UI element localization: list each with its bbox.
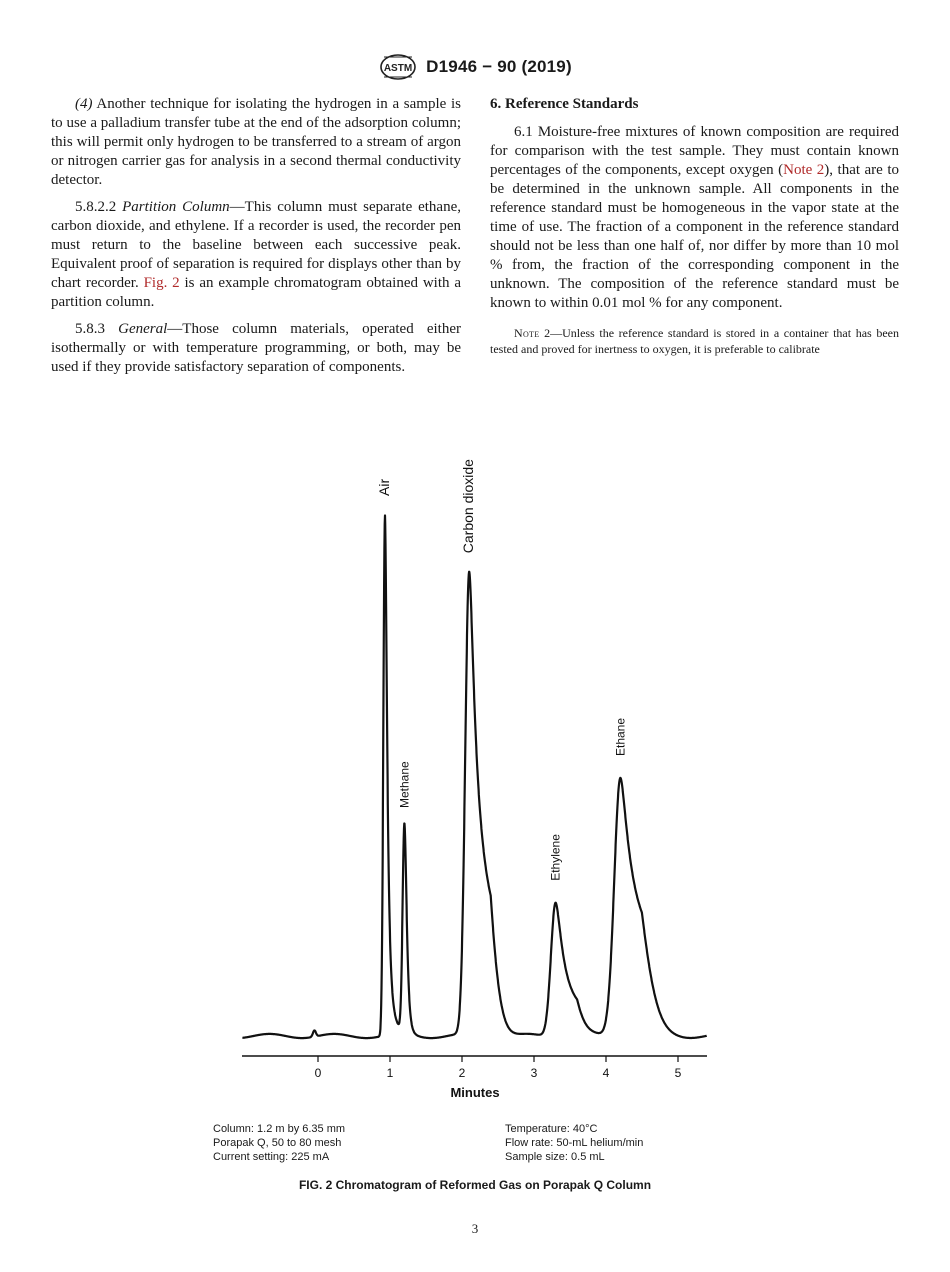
condition-packing: Porapak Q, 50 to 80 mesh <box>213 1137 342 1149</box>
note-text: 2—Unless the reference standard is stored in a container that has been tested and proved for inertness to oxygen, it is preferable to calibrate <box>490 326 899 356</box>
condition-column: Column: 1.2 m by 6.35 mm <box>213 1123 346 1135</box>
x-tick-label-0: 0 <box>314 1066 322 1080</box>
chromatogram-trace <box>242 516 706 1039</box>
peak-label-methane: Methane <box>397 761 412 808</box>
right-column <box>490 95 899 365</box>
peak-labels <box>376 459 627 881</box>
paragraph-text: —Those column materials, operated either isothermally or with temperature programming, or both, may be used if they provide satisfactory separation of components. <box>51 321 461 375</box>
condition-sample-size: Sample size: 0.5 mL <box>505 1151 605 1163</box>
fig-2-link[interactable]: Fig. 2 <box>143 275 180 291</box>
standard-designation: D1946 − 90 (2019) <box>426 57 572 76</box>
x-tick-label-1: 1 <box>386 1066 394 1080</box>
x-tick-label-2: 2 <box>458 1066 466 1080</box>
condition-temperature: Temperature: 40°C <box>505 1123 598 1135</box>
peak-label-air: Air <box>375 478 392 496</box>
section-number: 5.8.2.2 <box>75 199 123 215</box>
section-title: General <box>118 321 168 337</box>
x-tick-label-3: 3 <box>530 1066 538 1080</box>
condition-current: Current setting: 225 mA <box>213 1151 330 1163</box>
x-axis-ticks <box>315 1056 682 1080</box>
chromatogram-chart <box>200 430 740 1110</box>
peak-label-ethylene: Ethylene <box>548 834 563 881</box>
note-2-link[interactable]: Note 2 <box>783 162 825 178</box>
page-header <box>0 52 950 82</box>
section-number: 5.8.3 <box>75 321 119 337</box>
x-tick-label-5: 5 <box>674 1066 682 1080</box>
astm-logo-icon <box>378 53 418 81</box>
paragraph-text: ), that are to be determined in the unknown sample. All components in the reference standard must be homogeneous in the vapor state at the time of use. The fraction of a component in the reference standard should not be less than one half of, nor differ by more than 10 mol % from, the fraction of the corresponding component in the unknown. The composition of the reference standard must be known to within 0.01 mol % for any component. <box>490 162 899 311</box>
conditions-right <box>505 1122 643 1164</box>
peak-label-ethane: Ethane <box>613 717 628 756</box>
section-title: Partition Column <box>122 199 230 215</box>
paragraph-text: Another technique for isolating the hydrogen in a sample is to use a palladium transfer tube at the end of the adsorption column; this will permit only hydrogen to be transferred to a stream of argon or nitrogen carrier gas for analysis in a second thermal conductivity detector. <box>51 96 461 188</box>
section-heading-reference-standards: 6. Reference Standards <box>490 96 639 112</box>
paragraph-text: —This column must separate ethane, carbon dioxide, and ethylene. If a recorder is used, the recorder pen must return to the baseline between each successive peak. Equivalent proof of separation is required for displays other than by chart recorder. <box>51 199 461 291</box>
paragraph-text: 6.1 Moisture-free mixtures of known composition are required for comparison with the test sample. They must contain known percentages of the components, except oxygen ( <box>490 124 899 178</box>
peak-label-carbon-dioxide: Carbon dioxide <box>460 459 477 554</box>
conditions-left <box>213 1122 345 1164</box>
paragraph-partition-column <box>51 198 461 312</box>
note-2 <box>490 325 899 357</box>
paragraph-text: is an example chromatogram obtained with a partition column. <box>51 275 462 310</box>
x-axis-label: Minutes <box>450 1085 500 1100</box>
paragraph-6-1 <box>490 123 899 313</box>
svg-text:ASTM: ASTM <box>384 63 413 74</box>
page-number: 3 <box>471 1221 479 1236</box>
paragraph-palladium-transfer <box>51 95 461 190</box>
note-label: Note <box>514 326 540 340</box>
paragraph-general <box>51 320 461 377</box>
x-tick-label-4: 4 <box>602 1066 610 1080</box>
left-column <box>51 95 461 385</box>
figure-caption: FIG. 2 Chromatogram of Reformed Gas on Porapak Q Column <box>298 1178 652 1192</box>
condition-flow-rate: Flow rate: 50-mL helium/min <box>505 1137 644 1149</box>
list-number: (4) <box>75 96 93 112</box>
chromatogram-figure <box>200 430 740 1110</box>
